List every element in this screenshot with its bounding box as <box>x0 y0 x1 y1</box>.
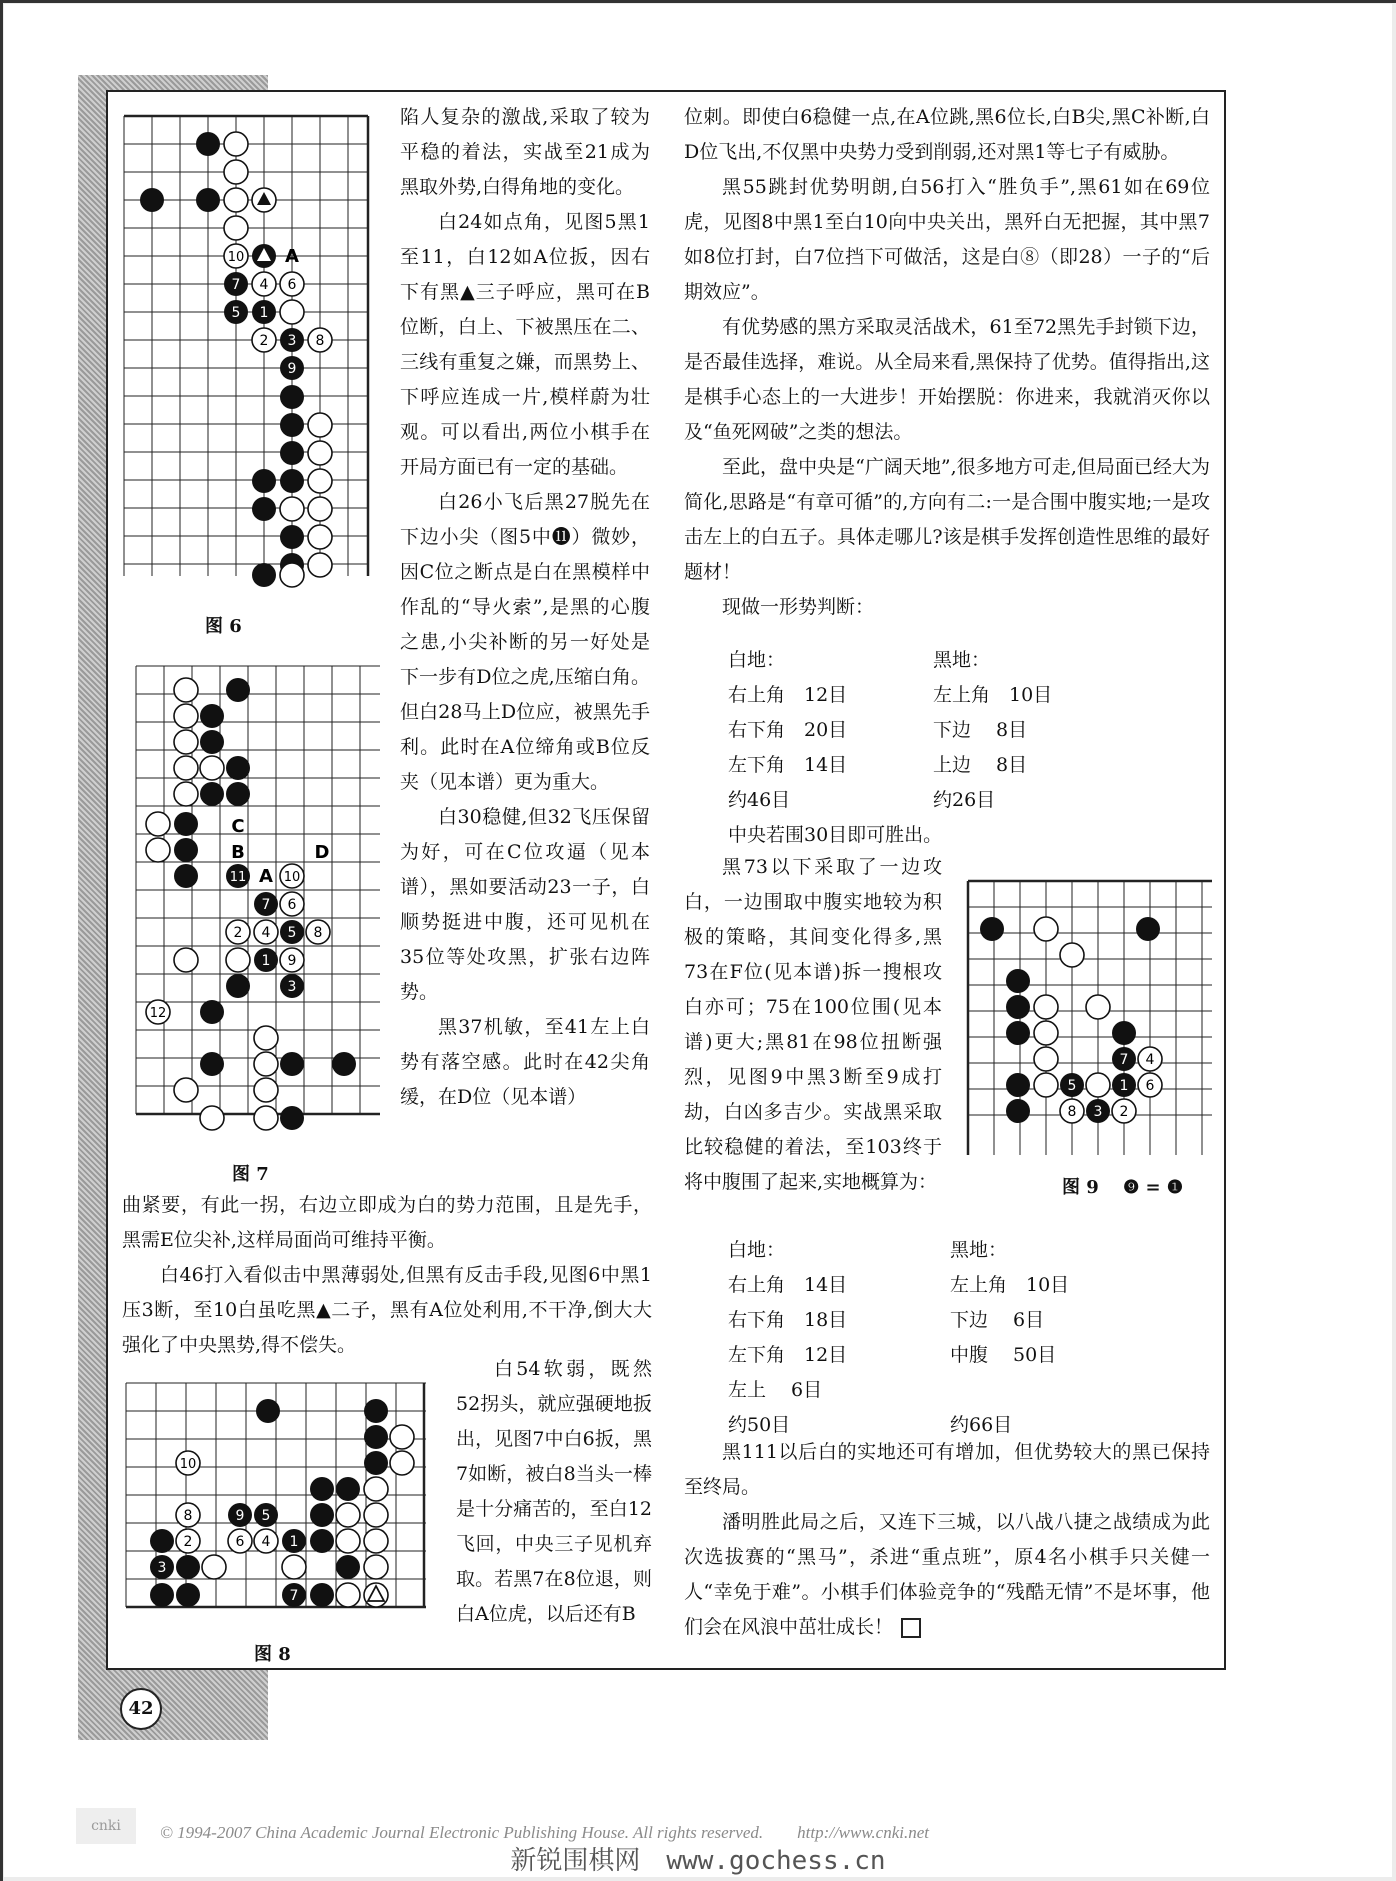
diagram-9 <box>962 875 1220 1160</box>
svg-text:3: 3 <box>1093 1104 1103 1120</box>
figure-9-note: ❾ = ❶ <box>1123 1177 1183 1198</box>
paragraph: 现做一形势判断： <box>722 596 875 618</box>
paragraph: 黑111以后白的实地还可有增加，但优势较大的黑已保持至终局。 <box>684 1441 1210 1498</box>
svg-text:1: 1 <box>261 953 271 969</box>
page-number: 42 <box>120 1688 162 1730</box>
svg-text:4: 4 <box>261 1534 271 1550</box>
svg-text:7: 7 <box>289 1588 299 1604</box>
figure-6-caption: 图 6 <box>205 616 242 637</box>
table-header-white: 白地： <box>728 649 786 671</box>
table-cell: 约50目 <box>728 1414 791 1436</box>
column-1-text <box>400 100 650 1115</box>
svg-text:3: 3 <box>287 979 297 995</box>
svg-text:10: 10 <box>227 250 245 265</box>
paragraph: 白54软弱，既然52拐头，就应强硬地扳出，见图7中白6扳，黑7如断，被白8当头一棒是十分痛苦的，至白12飞回，中央三子见机弃取。若黑7在8位退，则白A位虎，以后还有B <box>456 1358 652 1625</box>
copyright-notice: © 1994-2007 China Academic Journal Electronic Publishing House. All rights reserved. http://www.cnki.net <box>160 1823 930 1842</box>
table-header-white: 白地： <box>728 1239 786 1261</box>
table-cell: 约46目 <box>728 789 791 811</box>
paragraph: 位刺。即使白6稳健一点,在A位跳,黑6位长,白B尖,黑C补断,白D位飞出,不仅黑中央势力受到削弱,还对黑1等七子有威胁。 <box>684 106 1210 163</box>
paragraph: 黑55跳封优势明朗,白56打入“胜负手”,黑61如在69位虎，见图8中黑1至白10向中央关出，黑歼白无把握，其中黑7如8位打封，白7位挡下可做活，这是白⑧（即28）一子的“后期效应”。 <box>684 176 1210 303</box>
figure-7-caption: 图 7 <box>232 1164 269 1185</box>
table-cell: 左上角 10目 <box>950 1274 1070 1296</box>
paragraph: 有优势感的黑方采取灵活战术，61至72黑先手封锁下边，是否最佳选择，难说。从全局来看,黑保持了优势。值得指出,这是棋手心态上的一大进步！开始摆脱：你进来，我就消灭你以及“鱼死网破”之类的想法。 <box>684 316 1210 443</box>
column-2-final-text <box>684 1435 1210 1645</box>
column-2-narrow-text <box>684 850 942 1200</box>
site-footer: 新锐围棋网 www.gochess.cn <box>510 1846 886 1876</box>
svg-text:8: 8 <box>1067 1104 1077 1120</box>
svg-text:8: 8 <box>313 925 323 941</box>
svg-text:5: 5 <box>1067 1078 1077 1094</box>
table-cell: 上边 8目 <box>933 754 1028 776</box>
paragraph: 黑73以下采取了一边攻白，一边围取中腹实地较为积极的策略，其间变化得多,黑73在F位(见本谱)拆一搜根攻白亦可；75在100位围(见本谱)更大;黑81在98位扭断强烈，见图9中黑3断至9成打劫，白凶多吉少。实战黑采取比较稳健的着法，至103终于将中腹围了起来,实地概算为： <box>684 856 942 1193</box>
diagram-7 <box>130 660 390 1150</box>
table-header-black: 黑地： <box>933 649 991 671</box>
cnki-logo: cnki <box>76 1808 136 1844</box>
svg-text:2: 2 <box>259 333 269 349</box>
territory-table-2 <box>728 1235 1168 1435</box>
table-cell: 左下角 12目 <box>728 1344 848 1366</box>
diagram-6 <box>118 110 378 590</box>
figure-8-caption: 图 8 <box>254 1644 291 1665</box>
column-1-wide-text <box>122 1188 652 1363</box>
svg-text:7: 7 <box>231 277 241 293</box>
svg-text:6: 6 <box>1145 1078 1155 1094</box>
table-cell: 右下角 18目 <box>728 1309 848 1331</box>
table-cell: 下边 6目 <box>950 1309 1045 1331</box>
end-mark-icon <box>901 1618 921 1638</box>
svg-text:8: 8 <box>315 333 325 349</box>
table-cell: 右下角 20目 <box>728 719 848 741</box>
svg-text:4: 4 <box>1145 1052 1155 1068</box>
column-1-bottom-text <box>456 1352 652 1632</box>
svg-text:7: 7 <box>1119 1052 1129 1068</box>
figure-9-caption <box>1062 1173 1183 1199</box>
svg-text:3: 3 <box>157 1560 167 1576</box>
svg-text:C: C <box>231 816 245 837</box>
svg-text:2: 2 <box>183 1534 193 1550</box>
svg-text:4: 4 <box>261 925 271 941</box>
svg-text:6: 6 <box>287 897 297 913</box>
svg-text:2: 2 <box>233 925 243 941</box>
svg-text:6: 6 <box>235 1534 245 1550</box>
table-header-black: 黑地： <box>950 1239 1008 1261</box>
svg-text:A: A <box>285 246 299 267</box>
paragraph: 曲紧要，有此一拐，右边立即成为白的势力范围，且是先手，黑需E位尖补,这样局面尚可维持平衡。 <box>122 1194 652 1251</box>
svg-text:12: 12 <box>149 1006 167 1021</box>
svg-text:D: D <box>314 842 330 863</box>
paragraph: 白46打入看似击中黑薄弱处,但黑有反击手段,见图6中黑1压3断，至10白虽吃黑▲二子，黑有A位处利用,不干净,倒大大强化了中央黑势,得不偿失。 <box>122 1264 652 1356</box>
figure-9-label: 图 9 <box>1062 1177 1099 1198</box>
svg-text:10: 10 <box>179 1457 197 1472</box>
table-cell: 左下角 14目 <box>728 754 848 776</box>
svg-text:5: 5 <box>287 925 297 941</box>
svg-text:3: 3 <box>287 333 297 349</box>
paragraph-text: 潘明胜此局之后，又连下三城，以八战八捷之战绩成为此次选拔赛的“黑马”，杀进“重点班”，原4名小棋手只关健一人“幸免于难”。小棋手们体验竞争的“残酷无情”不是坏事，他们会在风浪中茁壮成长！ <box>684 1511 1210 1638</box>
svg-text:9: 9 <box>287 953 297 969</box>
svg-text:10: 10 <box>283 870 301 885</box>
svg-text:9: 9 <box>235 1508 245 1524</box>
svg-text:5: 5 <box>261 1508 271 1524</box>
paragraph: 白26小飞后黑27脱先在下边小尖（图5中⓫）微妙，因C位之断点是白在黑模样中作乱的“导火索”,是黑的心腹之患,小尖补断的另一好处是下一步有D位之虎,压缩白角。但白28马上D位应，被黑先手利。此时在A位缔角或B位反夹（见本谱）更为重大。 <box>400 491 650 793</box>
svg-text:1: 1 <box>1119 1078 1129 1094</box>
svg-text:B: B <box>231 842 245 863</box>
svg-text:5: 5 <box>231 305 241 321</box>
column-2-text <box>684 100 1210 625</box>
svg-text:1: 1 <box>289 1534 299 1550</box>
svg-text:7: 7 <box>261 897 271 913</box>
table-cell: 左上 6目 <box>728 1379 823 1401</box>
svg-text:9: 9 <box>287 361 297 377</box>
paragraph: 至此，盘中央是“广阔天地”,很多地方可走,但局面已经大为简化,思路是“有章可循”的,方向有二:一是合围中腹实地;一是攻击左上的白五子。具体走哪儿?该是棋手发挥创造性思维的最好题材！ <box>684 456 1210 583</box>
svg-text:A: A <box>259 866 273 887</box>
table-cell: 约66目 <box>950 1414 1013 1436</box>
paragraph: 白24如点角，见图5黑1至11，白12如A位扳，因右下有黑▲三子呼应，黑可在B位断，白上、下被黑压在二、三线有重复之嫌，而黑势上、下呼应连成一片,模样蔚为壮观。可以看出,两位小棋手在开局方面已有一定的基础。 <box>400 211 650 478</box>
table-cell: 左上角 10目 <box>933 684 1053 706</box>
table-note: 中央若围30目即可胜出。 <box>728 824 943 846</box>
svg-text:11: 11 <box>229 870 247 885</box>
table-cell: 约26目 <box>933 789 996 811</box>
table-cell: 下边 8目 <box>933 719 1028 741</box>
diagram-8 <box>120 1375 430 1635</box>
paragraph <box>684 1505 1210 1645</box>
svg-text:1: 1 <box>259 305 269 321</box>
svg-text:6: 6 <box>287 277 297 293</box>
paragraph: 白30稳健,但32飞压保留为好，可在C位攻逼（见本谱），黑如要活动23一子，白顺势挺进中腹，还可见机在35位等处攻黑，扩张右边阵势。 <box>400 806 650 1003</box>
table-cell: 中腹 50目 <box>950 1344 1057 1366</box>
paragraph: 黑37机敏，至41左上白势有落空感。此时在42尖角缓，在D位（见本谱） <box>400 1016 650 1108</box>
table-cell: 右上角 12目 <box>728 684 848 706</box>
territory-table-1 <box>728 645 1168 845</box>
svg-text:4: 4 <box>259 277 269 293</box>
svg-text:2: 2 <box>1119 1104 1129 1120</box>
table-cell: 右上角 14目 <box>728 1274 848 1296</box>
paragraph: 陷人复杂的激战,采取了较为平稳的着法，实战至21成为黑取外势,白得角地的变化。 <box>400 106 650 198</box>
svg-text:8: 8 <box>183 1508 193 1524</box>
